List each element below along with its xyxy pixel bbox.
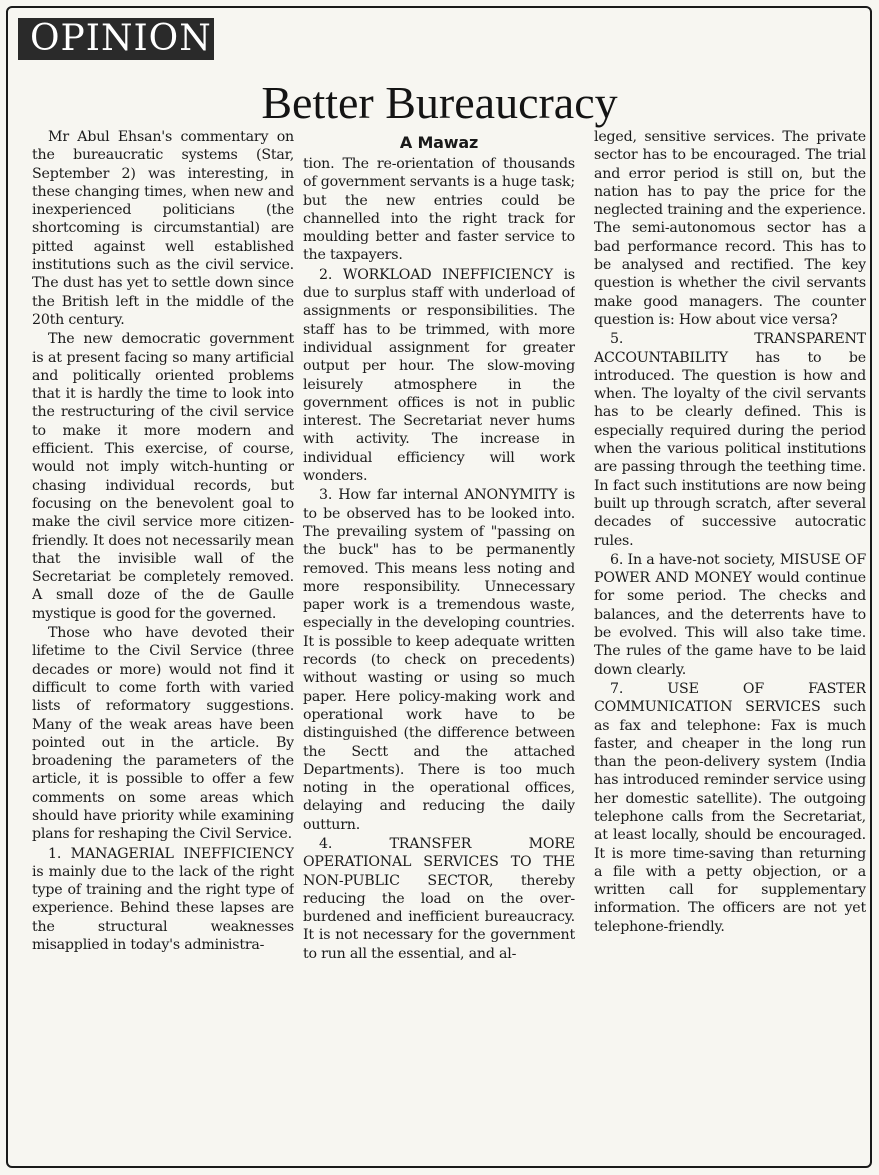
headline: Better Bureaucracy (261, 77, 618, 128)
column-2 (303, 132, 575, 1159)
paragraph: tion. The re-orientation of thousands of government servants is a huge task; but the new entries could be channelled into the right track for moulding better and faster service to the taxpayers. (303, 156, 575, 264)
column-3 (594, 128, 866, 1159)
paragraph: 6. In a have-not society, MISUSE OF POWER AND MONEY would continue for some period. The checks and balances, and the deterrents have to be evolved. This will also take time. The rules of the game have to be laid down clearly. (594, 551, 866, 678)
byline: A Mawaz (399, 133, 479, 152)
paragraph: 1. MANAGERIAL INEFFICIENCY is mainly due to the lack of the right type of training and the right type of experience. Behind these lapses are the structural weaknesses misapplied in today's administra- (32, 845, 294, 954)
paragraph: 7. USE OF FASTER COMMUNICATION SERVICES such as fax and telephone: Fax is much faster, and cheaper in the long run than the peon-delivery system (India has introduced reminder service using her domestic satellite). The outgoing telephone calls from the Secretariat, at least locally, should be encouraged. It is more time-saving than returning a file with a petty objection, or a written call for supplementary information. The officers are not yet telephone-friendly. (594, 680, 866, 935)
paragraph: Those who have devoted their lifetime to the Civil Service (three decades or more) would not find it difficult to come forth with varied lists of reformatory suggestions. Many of the weak areas have been pointed out in the article. By broadening the parameters of the article, it is possible to offer a few comments on some areas which should have priority while examining plans for reshaping the Civil Service. (32, 625, 294, 843)
paragraph: 4. TRANSFER MORE OPERATIONAL SERVICES TO THE NON-PUBLIC SECTOR, thereby reducing the load on the over-burdened and inefficient bureaucracy. It is not necessary for the government to run all the essential, and al- (303, 835, 575, 962)
paragraph: Mr Abul Ehsan's commentary on the bureaucratic systems (Star, September 2) was interesting, in these changing times, when new and inexperienced politicians (the shortcoming is circumstantial) are pitted against well established institutions such as the civil service. The dust has yet to settle down since the British left in the middle of the 20th century. (32, 129, 294, 328)
section-banner: OPINION (18, 18, 214, 60)
paragraph: 2. WORKLOAD INEFFICIENCY is due to surplus staff with underload of assignments or responsibilities. The staff has to be trimmed, with more individual assignment for greater output per hour. The slow-moving leisurely atmosphere in the government offices is not in public interest. The Secretariat never hums with activity. The increase in individual efficiency will work wonders. (303, 266, 575, 485)
paragraph: 5. TRANSPARENT ACCOUNTABILITY has to be introduced. The question is how and when. The loyalty of the civil servants has to be clearly defined. This is especially required during the period when the various political institutions are passing through the teething time. In fact such institutions are now being built up through scratch, after several decades of successive autocratic rules. (594, 331, 866, 549)
paragraph: 3. How far internal ANONYMITY is to be observed has to be looked into. The prevailing system of "passing on the buck" has to be permanently removed. This means less noting and more responsibility. Unnecessary paper work is a tremendous waste, especially in the developing countries. It is possible to keep adequate written records (to check on precedents) without wasting or using so much paper. Here policy-making work and operational work have to be distinguished (the difference between the Sectt and the attached Departments). There is too much noting in the operational offices, delaying and reducing the daily outturn. (303, 487, 575, 833)
column-1 (32, 128, 294, 1159)
paragraph: leged, sensitive services. The private sector has to be encouraged. The trial and error period is still on, but the nation has to pay the price for the neglected training and the experience. The semi-autonomous sector has a bad performance record. This has to be analysed and rectified. The key question is whether the civil servants make good managers. The counter question is: How about vice versa? (594, 129, 866, 328)
paragraph: The new democratic government is at present facing so many artificial and politically oriented problems that it is hardly the time to look into the restructuring of the civil service to make it more modern and efficient. This exercise, of course, would not imply witch-hunting or chasing individual records, but focusing on the benevolent goal to make the civil service more citizen-friendly. It does not necessarily mean that the invisible wall of the Secretariat be completely removed. A small doze of the de Gaulle mystique is good for the governed. (32, 331, 294, 622)
